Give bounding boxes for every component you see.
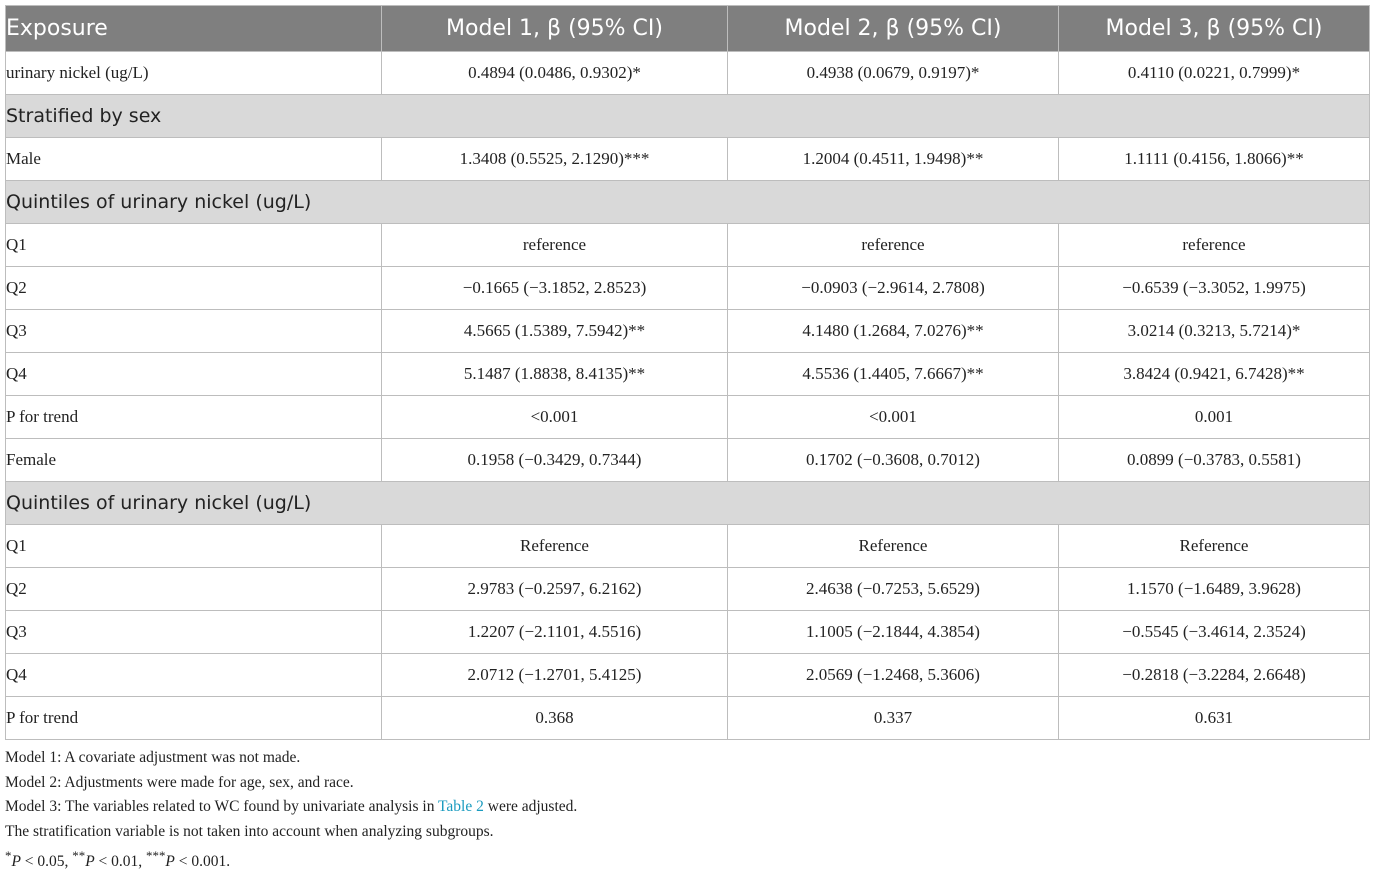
table-footnotes — [5, 746, 1365, 875]
table-row — [6, 267, 1370, 310]
results-table — [5, 5, 1370, 740]
row-label: Q4 — [6, 654, 382, 697]
table-row — [6, 138, 1370, 181]
model-1-value: 0.368 — [382, 697, 728, 740]
model-2-value: 4.5536 (1.4405, 7.6667)** — [728, 353, 1059, 396]
model-2-value: −0.0903 (−2.9614, 2.7808) — [728, 267, 1059, 310]
header-model-3: Model 3, β (95% CI) — [1059, 6, 1370, 52]
model-3-value: 1.1570 (−1.6489, 3.9628) — [1059, 568, 1370, 611]
footnote-model-3 — [5, 795, 1365, 820]
header-exposure: Exposure — [6, 6, 382, 52]
model-2-value: 0.1702 (−0.3608, 0.7012) — [728, 439, 1059, 482]
section-row — [6, 482, 1370, 525]
model-3-value: reference — [1059, 224, 1370, 267]
model-3-value: 0.001 — [1059, 396, 1370, 439]
row-label: Male — [6, 138, 382, 181]
table-row — [6, 439, 1370, 482]
table-row — [6, 611, 1370, 654]
sig-text-3: < 0.001. — [174, 853, 231, 871]
table-row — [6, 353, 1370, 396]
model-3-value: 1.1111 (0.4156, 1.8066)** — [1059, 138, 1370, 181]
row-label: Q2 — [6, 267, 382, 310]
model-2-value: 0.337 — [728, 697, 1059, 740]
model-3-value: −0.6539 (−3.3052, 1.9975) — [1059, 267, 1370, 310]
model-2-value: 4.1480 (1.2684, 7.0276)** — [728, 310, 1059, 353]
sig-p-3: P — [165, 853, 175, 871]
table-header-row — [6, 6, 1370, 52]
section-label: Quintiles of urinary nickel (ug/L) — [6, 181, 1370, 224]
model-3-value: 0.4110 (0.0221, 0.7999)* — [1059, 52, 1370, 95]
sig-text-1: < 0.05, — [20, 853, 73, 871]
row-label: P for trend — [6, 396, 382, 439]
section-row — [6, 95, 1370, 138]
row-label: Q3 — [6, 310, 382, 353]
header-model-2: Model 2, β (95% CI) — [728, 6, 1059, 52]
section-label: Quintiles of urinary nickel (ug/L) — [6, 482, 1370, 525]
footnote-model-1: Model 1: A covariate adjustment was not made. — [5, 749, 301, 766]
table-row — [6, 224, 1370, 267]
row-label: P for trend — [6, 697, 382, 740]
model-3-value: −0.5545 (−3.4614, 2.3524) — [1059, 611, 1370, 654]
row-label: Female — [6, 439, 382, 482]
footnote-significance — [5, 844, 1365, 875]
footnote-model-3-tail: were adjusted. — [483, 798, 578, 815]
model-1-value: 0.1958 (−0.3429, 0.7344) — [382, 439, 728, 482]
model-2-value: 1.1005 (−2.1844, 4.3854) — [728, 611, 1059, 654]
model-2-value: reference — [728, 224, 1059, 267]
model-3-value: 3.8424 (0.9421, 6.7428)** — [1059, 353, 1370, 396]
sig-mark-1: * — [5, 848, 12, 863]
header-model-1: Model 1, β (95% CI) — [382, 6, 728, 52]
table-row — [6, 525, 1370, 568]
model-3-value: 0.0899 (−0.3783, 0.5581) — [1059, 439, 1370, 482]
model-2-value: 0.4938 (0.0679, 0.9197)* — [728, 52, 1059, 95]
table-row — [6, 310, 1370, 353]
model-1-value: 2.9783 (−0.2597, 6.2162) — [382, 568, 728, 611]
model-3-value: Reference — [1059, 525, 1370, 568]
model-1-value: 1.3408 (0.5525, 2.1290)*** — [382, 138, 728, 181]
model-1-value: −0.1665 (−3.1852, 2.8523) — [382, 267, 728, 310]
model-1-value: 4.5665 (1.5389, 7.5942)** — [382, 310, 728, 353]
table-row — [6, 52, 1370, 95]
model-1-value: 0.4894 (0.0486, 0.9302)* — [382, 52, 728, 95]
footnote-model-2: Model 2: Adjustments were made for age, sex, and race. — [5, 773, 354, 791]
table-row — [6, 654, 1370, 697]
model-2-value: Reference — [728, 525, 1059, 568]
model-3-value: 3.0214 (0.3213, 5.7214)* — [1059, 310, 1370, 353]
table-row — [6, 396, 1370, 439]
footnote-model-3-text: Model 3: The variables related to WC found by univariate analysis in — [5, 798, 439, 815]
model-1-value: 1.2207 (−2.1101, 4.5516) — [382, 611, 728, 654]
row-label: urinary nickel (ug/L) — [6, 52, 382, 95]
row-label: Q4 — [6, 353, 382, 396]
model-2-value: <0.001 — [728, 396, 1059, 439]
row-label: Q2 — [6, 568, 382, 611]
model-1-value: Reference — [382, 525, 728, 568]
model-1-value: reference — [382, 224, 728, 267]
table-2-link[interactable]: Table 2 — [438, 798, 484, 815]
sig-p-2: P — [85, 853, 95, 871]
model-1-value: 2.0712 (−1.2701, 5.4125) — [382, 654, 728, 697]
row-label: Q1 — [6, 525, 382, 568]
table-body — [6, 52, 1370, 740]
model-2-value: 2.4638 (−0.7253, 5.6529) — [728, 568, 1059, 611]
row-label: Q1 — [6, 224, 382, 267]
sig-mark-2: ** — [72, 848, 86, 863]
sig-p-1: P — [11, 853, 21, 871]
section-row — [6, 181, 1370, 224]
model-1-value: <0.001 — [382, 396, 728, 439]
table-row — [6, 568, 1370, 611]
section-label: Stratified by sex — [6, 95, 1370, 138]
footnote-stratification: The stratification variable is not taken into account when analyzing subgroups. — [5, 822, 494, 840]
table-row — [6, 697, 1370, 740]
model-1-value: 5.1487 (1.8838, 8.4135)** — [382, 353, 728, 396]
model-3-value: −0.2818 (−3.2284, 2.6648) — [1059, 654, 1370, 697]
model-3-value: 0.631 — [1059, 697, 1370, 740]
sig-mark-3: *** — [146, 848, 166, 863]
row-label: Q3 — [6, 611, 382, 654]
model-2-value: 1.2004 (0.4511, 1.9498)** — [728, 138, 1059, 181]
model-2-value: 2.0569 (−1.2468, 5.3606) — [728, 654, 1059, 697]
sig-text-2: < 0.01, — [94, 853, 147, 871]
